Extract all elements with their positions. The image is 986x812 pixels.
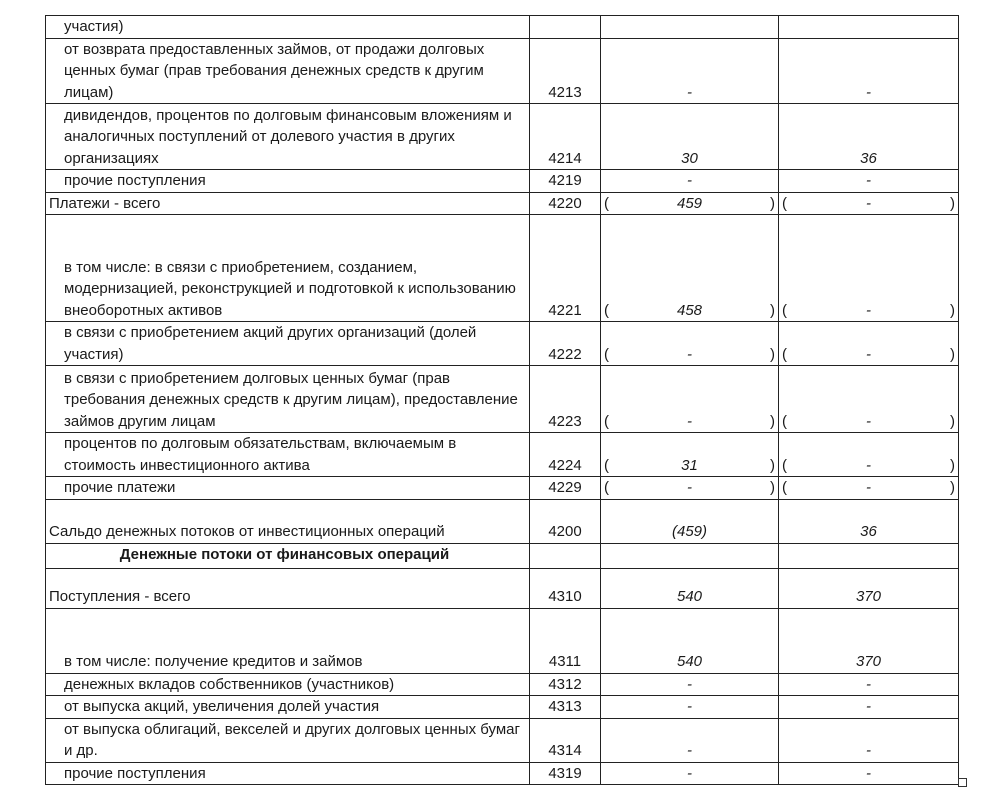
close-paren: ) <box>950 345 955 363</box>
row-code <box>530 16 601 39</box>
current-period-value <box>601 543 779 568</box>
value-text: 36 <box>860 523 877 540</box>
open-paren: ( <box>604 479 609 496</box>
row-label: от возврата предоставленных займов, от продажи долговых ценных бумаг (прав требования денежных средств к другим лицам) <box>46 38 530 104</box>
previous-period-value <box>779 499 959 543</box>
value-text: - <box>866 456 871 474</box>
open-paren: ( <box>782 345 787 363</box>
current-period-value <box>601 673 779 696</box>
row-label: прочие поступления <box>46 762 530 785</box>
row-label: от выпуска акций, увеличения долей участия <box>46 696 530 719</box>
previous-period-value <box>779 696 959 719</box>
previous-period-value <box>779 608 959 673</box>
row-code: 4222 <box>530 322 601 366</box>
table-row <box>46 543 959 568</box>
table-row <box>46 718 959 762</box>
row-code: 4312 <box>530 673 601 696</box>
row-label: в том числе: получение кредитов и займов <box>46 608 530 673</box>
row-code: 4314 <box>530 718 601 762</box>
value-text: 36 <box>860 149 877 167</box>
row-code: 4219 <box>530 170 601 193</box>
value-text: 370 <box>855 588 882 605</box>
row-code: 4223 <box>530 366 601 433</box>
row-label: процентов по долговым обязательствам, включаемым в стоимость инвестиционного актива <box>46 433 530 477</box>
corner-marker <box>958 778 967 787</box>
current-period-value <box>601 696 779 719</box>
table-row <box>46 673 959 696</box>
value-text: - <box>687 675 692 693</box>
cash-flow-table-body <box>46 16 959 785</box>
row-label: в том числе: в связи с приобретением, созданием, модернизацией, реконструкцией и подготовкой к использованию внеоборотных активов <box>46 215 530 322</box>
previous-period-value <box>779 322 959 366</box>
row-label: участия) <box>46 16 530 39</box>
row-code: 4221 <box>530 215 601 322</box>
row-code: 4319 <box>530 762 601 785</box>
row-code: 4200 <box>530 499 601 543</box>
open-paren: ( <box>604 412 609 430</box>
row-label: дивидендов, процентов по долговым финансовым вложениям и аналогичных поступлений от долевого участия в других организациях <box>46 104 530 170</box>
table-row <box>46 192 959 215</box>
current-period-value <box>601 568 779 608</box>
value-text: 31 <box>681 456 698 474</box>
current-period-value <box>601 718 779 762</box>
previous-period-value <box>779 543 959 568</box>
row-code: 4310 <box>530 568 601 608</box>
close-paren: ) <box>770 479 775 496</box>
table-row <box>46 696 959 719</box>
previous-period-value <box>779 673 959 696</box>
value-text: - <box>866 83 871 101</box>
table-row <box>46 170 959 193</box>
current-period-value <box>601 477 779 500</box>
previous-period-value <box>779 192 959 215</box>
open-paren: ( <box>604 194 609 212</box>
row-code: 4220 <box>530 192 601 215</box>
table-row <box>46 104 959 170</box>
open-paren: ( <box>604 456 609 474</box>
close-paren: ) <box>770 412 775 430</box>
row-label: Поступления - всего <box>46 568 530 608</box>
table-row <box>46 477 959 500</box>
current-period-value <box>601 215 779 322</box>
current-period-value <box>601 16 779 39</box>
previous-period-value <box>779 170 959 193</box>
value-text: - <box>866 345 871 363</box>
current-period-value <box>601 170 779 193</box>
previous-period-value <box>779 762 959 785</box>
row-label: от выпуска облигаций, векселей и других долговых ценных бумаг и др. <box>46 718 530 762</box>
close-paren: ) <box>950 479 955 496</box>
row-code: 4313 <box>530 696 601 719</box>
open-paren: ( <box>782 301 787 319</box>
current-period-value <box>601 322 779 366</box>
previous-period-value <box>779 477 959 500</box>
value-text: - <box>866 742 871 759</box>
open-paren: ( <box>782 194 787 212</box>
value-text: - <box>687 479 692 496</box>
value-text: 458 <box>676 301 703 319</box>
row-label: денежных вкладов собственников (участников) <box>46 673 530 696</box>
current-period-value <box>601 433 779 477</box>
table-row <box>46 433 959 477</box>
row-code: 4214 <box>530 104 601 170</box>
value-text: 540 <box>676 653 703 670</box>
current-period-value <box>601 499 779 543</box>
close-paren: ) <box>950 194 955 212</box>
value-text: - <box>866 698 871 715</box>
table-row <box>46 499 959 543</box>
row-code: 4213 <box>530 38 601 104</box>
value-text: 540 <box>676 588 703 605</box>
row-label: в связи с приобретением долговых ценных бумаг (прав требования денежных средств к другим лицам), предоставление займов другим лицам <box>46 366 530 433</box>
cash-flow-table <box>45 15 959 785</box>
current-period-value <box>601 38 779 104</box>
value-text: - <box>687 172 692 189</box>
value-text: - <box>866 412 871 430</box>
previous-period-value <box>779 16 959 39</box>
close-paren: ) <box>770 301 775 319</box>
table-row <box>46 568 959 608</box>
table-row <box>46 16 959 39</box>
row-label: прочие поступления <box>46 170 530 193</box>
value-text: (459) <box>671 523 708 540</box>
row-label: Сальдо денежных потоков от инвестиционных операций <box>46 499 530 543</box>
open-paren: ( <box>604 301 609 319</box>
previous-period-value <box>779 718 959 762</box>
previous-period-value <box>779 568 959 608</box>
table-row <box>46 762 959 785</box>
close-paren: ) <box>950 412 955 430</box>
row-code: 4229 <box>530 477 601 500</box>
section-heading: Денежные потоки от финансовых операций <box>46 543 530 568</box>
value-text: - <box>866 675 871 693</box>
row-label: в связи с приобретением акций других организаций (долей участия) <box>46 322 530 366</box>
row-code <box>530 543 601 568</box>
value-text: - <box>687 742 692 759</box>
close-paren: ) <box>770 456 775 474</box>
previous-period-value <box>779 104 959 170</box>
table-row <box>46 366 959 433</box>
value-text: 459 <box>676 194 703 212</box>
table-row <box>46 608 959 673</box>
value-text: 370 <box>855 653 882 670</box>
current-period-value <box>601 762 779 785</box>
table-row <box>46 38 959 104</box>
value-text: - <box>687 698 692 715</box>
value-text: - <box>866 764 871 782</box>
previous-period-value <box>779 215 959 322</box>
row-code: 4311 <box>530 608 601 673</box>
previous-period-value <box>779 366 959 433</box>
close-paren: ) <box>770 345 775 363</box>
current-period-value <box>601 366 779 433</box>
open-paren: ( <box>782 479 787 496</box>
current-period-value <box>601 608 779 673</box>
close-paren: ) <box>950 456 955 474</box>
value-text: - <box>866 301 871 319</box>
value-text: - <box>866 172 871 189</box>
value-text: - <box>866 194 871 212</box>
row-code: 4224 <box>530 433 601 477</box>
previous-period-value <box>779 433 959 477</box>
row-label: прочие платежи <box>46 477 530 500</box>
close-paren: ) <box>950 301 955 319</box>
open-paren: ( <box>782 412 787 430</box>
table-row <box>46 215 959 322</box>
current-period-value <box>601 192 779 215</box>
open-paren: ( <box>604 345 609 363</box>
table-row <box>46 322 959 366</box>
open-paren: ( <box>782 456 787 474</box>
value-text: - <box>866 479 871 496</box>
current-period-value <box>601 104 779 170</box>
value-text: - <box>687 764 692 782</box>
previous-period-value <box>779 38 959 104</box>
value-text: - <box>687 412 692 430</box>
row-label: Платежи - всего <box>46 192 530 215</box>
close-paren: ) <box>770 194 775 212</box>
value-text: - <box>687 345 692 363</box>
value-text: - <box>687 83 692 101</box>
value-text: 30 <box>681 149 698 167</box>
